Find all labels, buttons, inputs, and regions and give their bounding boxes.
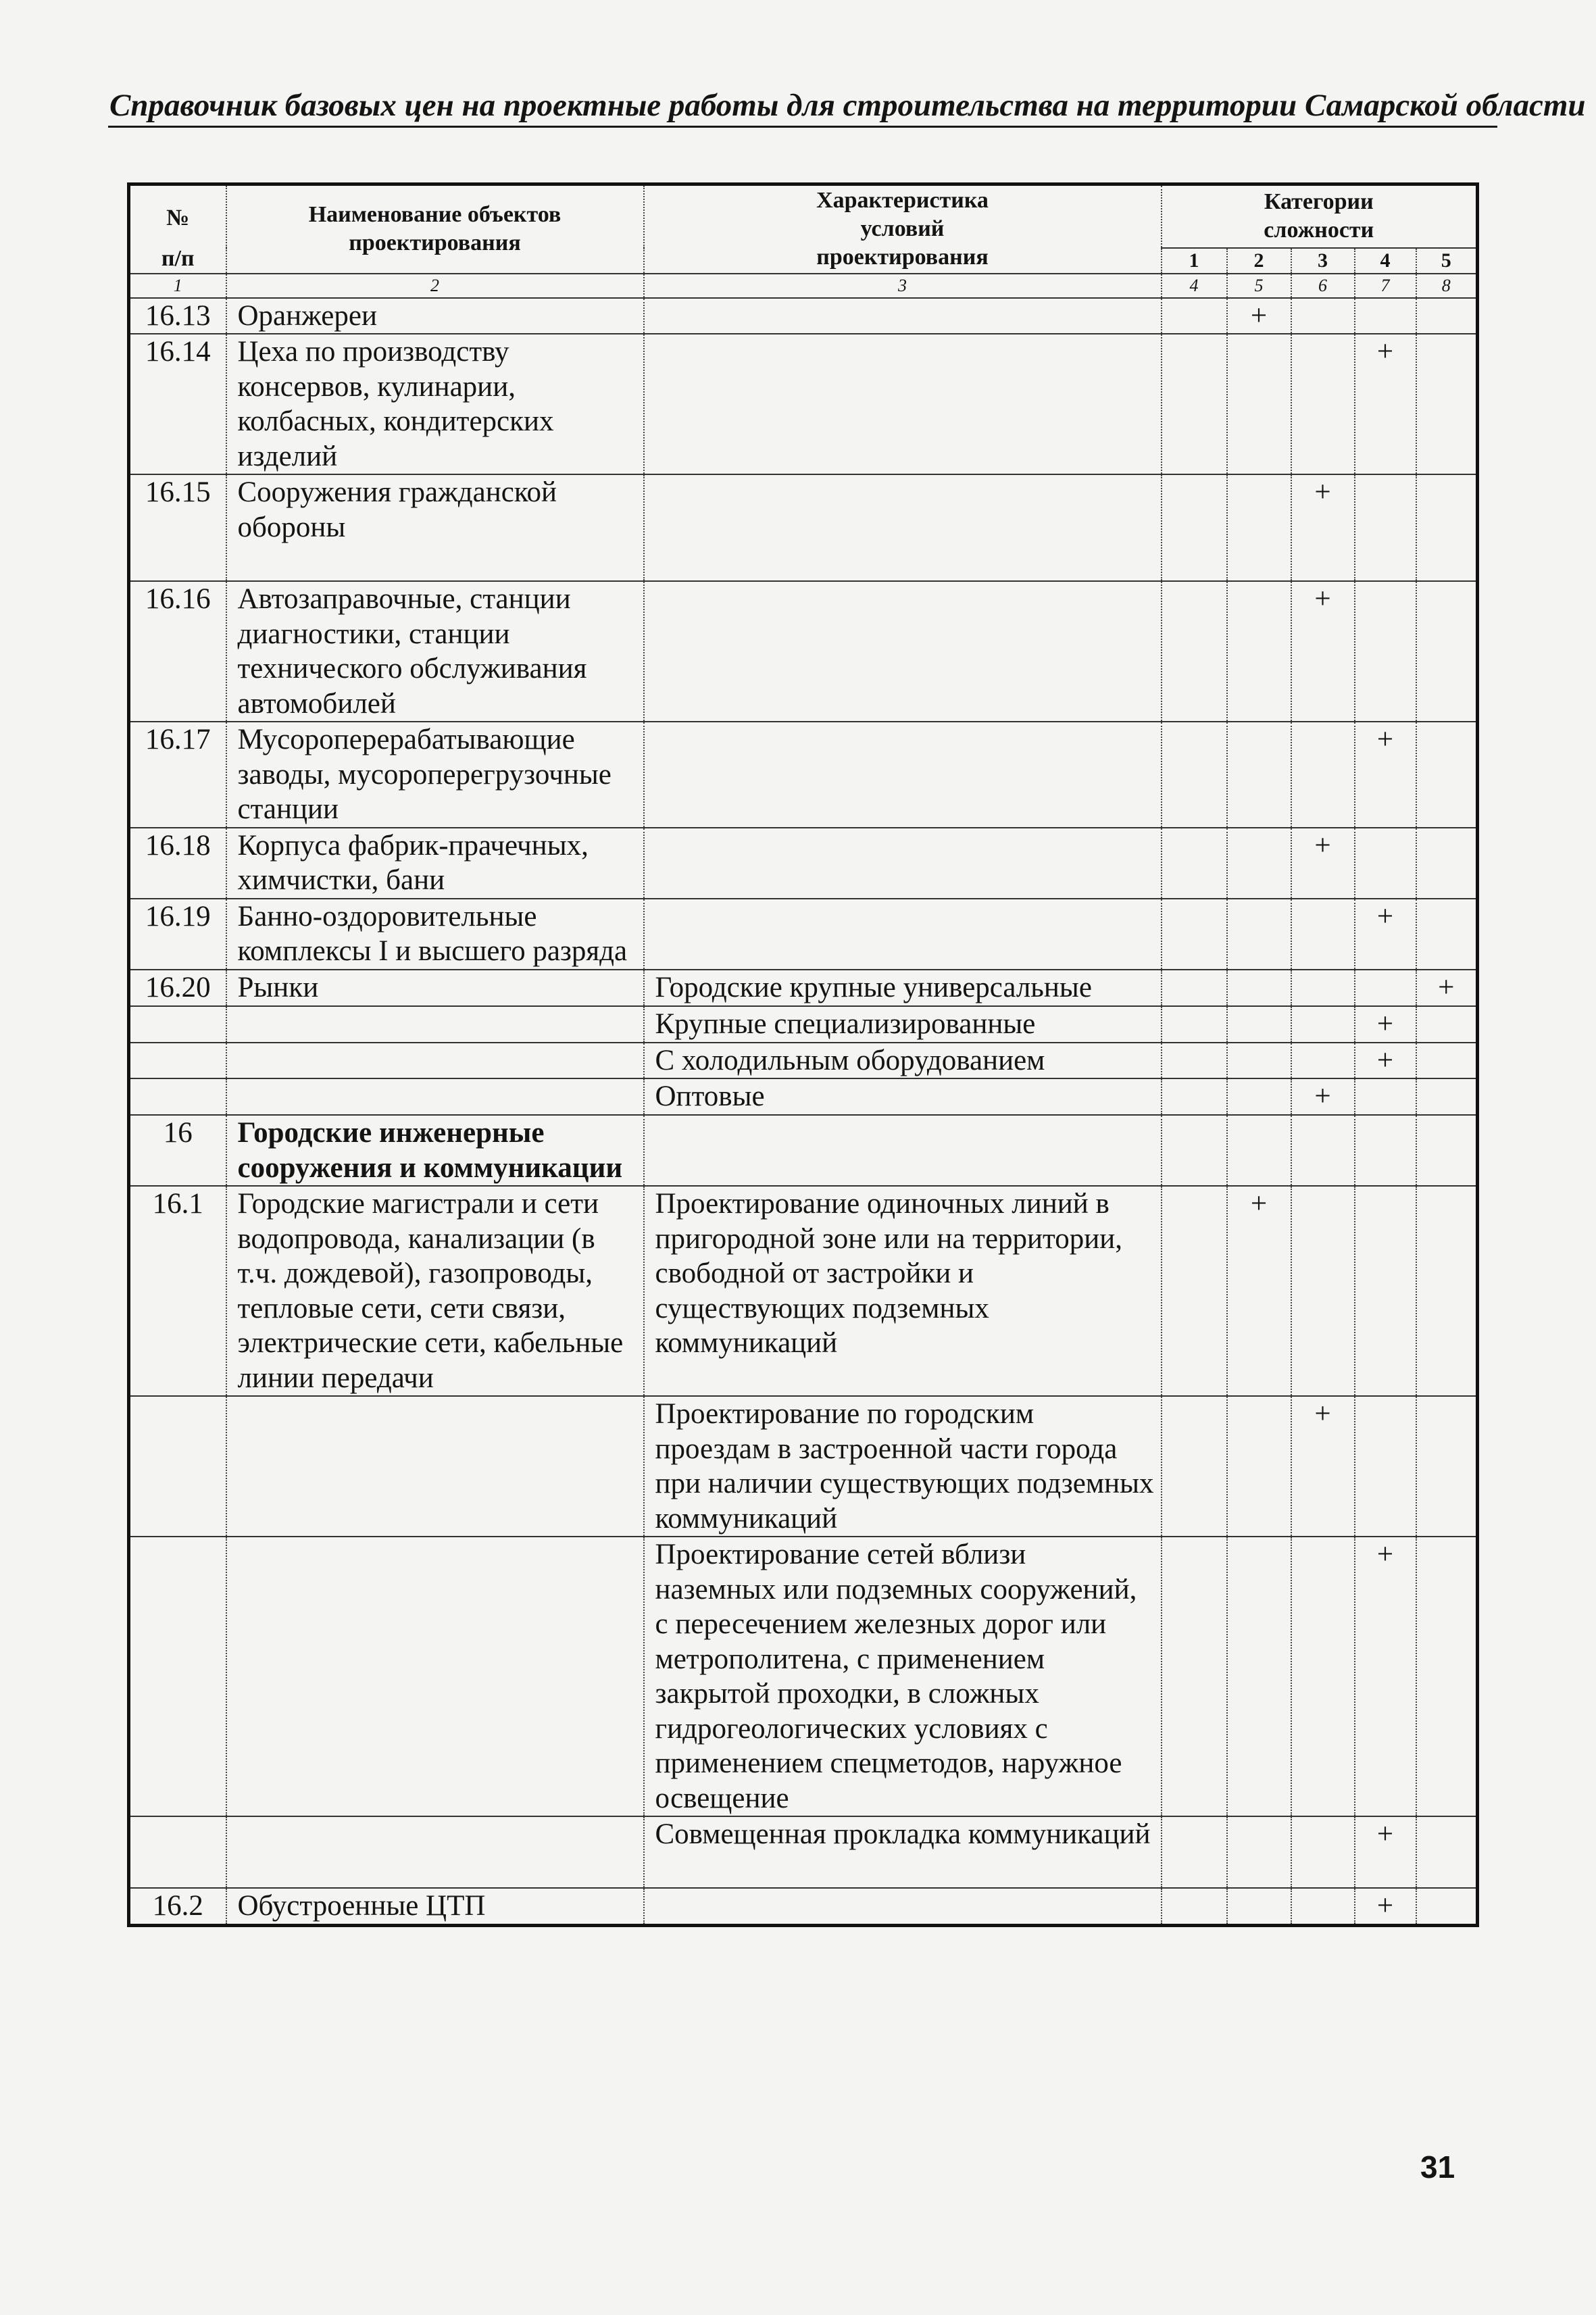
category-mark [1162,1537,1227,1816]
category-mark: + [1291,1078,1355,1115]
table-row [129,298,1478,334]
header-cell-categories: Категории сложности [1162,184,1478,248]
row-number [129,1006,226,1043]
category-mark [1227,1816,1291,1888]
object-name: Рынки [226,970,644,1006]
table-row [129,334,1478,474]
object-name: Банно-оздоровительные комплексы I и высшего разряда [226,899,644,970]
table-row [129,722,1478,828]
category-mark [1227,1078,1291,1115]
row-number: 16.18 [129,828,226,899]
row-number [129,1537,226,1816]
category-mark: + [1291,1396,1355,1537]
category-number: 2 [1227,248,1291,274]
price-table [127,182,1479,1927]
category-mark [1227,1006,1291,1043]
table-row [129,970,1478,1006]
design-conditions: Оптовые [644,1078,1162,1115]
design-conditions [644,474,1162,581]
category-mark [1162,334,1227,474]
category-mark [1416,298,1478,334]
category-mark [1416,474,1478,581]
category-mark [1355,474,1416,581]
category-mark [1291,1816,1355,1888]
category-mark [1416,1078,1478,1115]
category-mark [1227,474,1291,581]
row-number: 16 [129,1115,226,1186]
table-row [129,1816,1478,1888]
category-mark [1291,298,1355,334]
design-conditions: Проектирование одиночных линий в пригородной зоне или на территории, свободной от застройки и существующих подземных коммуникаций [644,1186,1162,1396]
object-name [226,1043,644,1079]
category-mark [1227,1537,1291,1816]
design-conditions [644,298,1162,334]
category-mark [1227,581,1291,722]
category-mark [1162,1006,1227,1043]
design-conditions [644,722,1162,828]
category-mark: + [1227,298,1291,334]
object-name: Цеха по производству консервов, кулинарии, колбасных, кондитерских изделий [226,334,644,474]
design-conditions: Крупные специализированные [644,1006,1162,1043]
column-index: 6 [1291,274,1355,298]
category-mark: + [1291,581,1355,722]
category-mark: + [1355,1006,1416,1043]
row-number [129,1043,226,1079]
category-mark [1162,1078,1227,1115]
category-mark [1416,1006,1478,1043]
column-index-row [129,274,1478,298]
design-conditions [644,581,1162,722]
table-row [129,1043,1478,1079]
row-number: 16.15 [129,474,226,581]
table-row [129,474,1478,581]
category-mark: + [1355,1043,1416,1079]
category-mark [1416,1396,1478,1537]
header-cell-conditions: Характеристика условий проектирования [644,184,1162,274]
category-mark [1416,1816,1478,1888]
header-rule [108,126,1497,128]
category-mark [1291,1888,1355,1925]
category-mark [1416,1888,1478,1925]
row-number: 16.20 [129,970,226,1006]
design-conditions: Городские крупные универсальные [644,970,1162,1006]
row-number [129,1396,226,1537]
category-mark [1227,1115,1291,1186]
category-mark [1291,1537,1355,1816]
category-mark [1162,1043,1227,1079]
category-number: 3 [1291,248,1355,274]
category-mark [1416,334,1478,474]
category-mark [1291,1006,1355,1043]
category-mark [1291,970,1355,1006]
column-index: 1 [129,274,226,298]
column-index: 4 [1162,274,1227,298]
header-cell-num [129,184,226,274]
category-mark [1355,1115,1416,1186]
category-mark [1355,1396,1416,1537]
category-number: 5 [1416,248,1478,274]
row-number [129,1816,226,1888]
category-mark [1291,1043,1355,1079]
object-name [226,1078,644,1115]
design-conditions: Совмещенная прокладка коммуникаций [644,1816,1162,1888]
table-row [129,1078,1478,1115]
header-cell-name: Наименование объектов проектирования [226,184,644,274]
object-name: Обустроенные ЦТП [226,1888,644,1925]
category-mark [1416,581,1478,722]
column-index: 7 [1355,274,1416,298]
category-mark: + [1416,970,1478,1006]
row-number: 16.17 [129,722,226,828]
category-mark: + [1355,722,1416,828]
row-number: 16.14 [129,334,226,474]
column-index: 8 [1416,274,1478,298]
category-mark [1227,1888,1291,1925]
table-row [129,899,1478,970]
category-mark: + [1355,334,1416,474]
category-mark [1355,970,1416,1006]
category-mark: + [1355,1537,1416,1816]
category-mark [1291,1115,1355,1186]
row-number: 16.1 [129,1186,226,1396]
category-mark [1355,298,1416,334]
object-name: Городские инженерные сооружения и коммуникации [226,1115,644,1186]
design-conditions: Проектирование сетей вблизи наземных или подземных сооружений, с пересечением железных дорог или метрополитена, с применением закрытой проходки, в сложных гидрогеологических условиях с применением спецметодов, наружное освещение [644,1537,1162,1816]
category-mark [1227,1396,1291,1537]
design-conditions [644,1888,1162,1925]
category-mark: + [1291,828,1355,899]
object-name [226,1816,644,1888]
design-conditions [644,828,1162,899]
category-mark [1227,334,1291,474]
object-name: Сооружения гражданской обороны [226,474,644,581]
category-mark [1355,581,1416,722]
category-mark [1416,1186,1478,1396]
design-conditions [644,1115,1162,1186]
category-mark: + [1355,1888,1416,1925]
category-mark [1162,722,1227,828]
row-number: 16.2 [129,1888,226,1925]
row-number: 16.16 [129,581,226,722]
category-mark [1355,828,1416,899]
category-mark [1162,474,1227,581]
category-mark [1291,899,1355,970]
category-mark: + [1227,1186,1291,1396]
category-mark [1355,1186,1416,1396]
category-mark [1227,828,1291,899]
category-mark [1291,334,1355,474]
header-num-bottom: п/п [161,245,195,271]
object-name: Корпуса фабрик-прачечных, химчистки, бани [226,828,644,899]
category-number: 4 [1355,248,1416,274]
table-row [129,1396,1478,1537]
category-mark [1416,1537,1478,1816]
column-index: 5 [1227,274,1291,298]
category-mark [1162,970,1227,1006]
category-mark: + [1355,899,1416,970]
column-index: 2 [226,274,644,298]
table-row [129,828,1478,899]
category-mark [1355,1078,1416,1115]
category-mark [1227,1043,1291,1079]
page-number: 31 [1420,2149,1455,2185]
category-mark [1416,722,1478,828]
object-name: Мусороперерабатывающие заводы, мусороперегрузочные станции [226,722,644,828]
category-mark [1162,1115,1227,1186]
table-body [129,274,1478,1926]
category-mark [1162,581,1227,722]
category-number: 1 [1162,248,1227,274]
table-row [129,581,1478,722]
running-header: Справочник базовых цен на проектные работы для строительства на территории Самарской области [109,88,1586,123]
row-number: 16.13 [129,298,226,334]
category-mark [1416,899,1478,970]
category-mark [1162,828,1227,899]
table-row [129,1115,1478,1186]
category-mark [1416,1115,1478,1186]
row-number [129,1078,226,1115]
table-row [129,1186,1478,1396]
object-name: Оранжереи [226,298,644,334]
row-number: 16.19 [129,899,226,970]
object-name [226,1396,644,1537]
header-num-top: № [166,205,190,230]
category-mark [1162,899,1227,970]
object-name [226,1537,644,1816]
category-mark [1162,1888,1227,1925]
category-mark [1162,1186,1227,1396]
category-mark [1162,298,1227,334]
object-name [226,1006,644,1043]
category-mark [1227,970,1291,1006]
design-conditions [644,334,1162,474]
category-mark [1291,1186,1355,1396]
object-name: Автозаправочные, станции диагностики, станции технического обслуживания автомобилей [226,581,644,722]
category-mark [1162,1396,1227,1537]
design-conditions: С холодильным оборудованием [644,1043,1162,1079]
design-conditions: Проектирование по городским проездам в застроенной части города при наличии существующих подземных коммуникаций [644,1396,1162,1537]
table-row [129,1888,1478,1925]
category-mark: + [1291,474,1355,581]
category-mark [1227,899,1291,970]
category-mark [1291,722,1355,828]
category-mark [1227,722,1291,828]
table-row [129,1006,1478,1043]
column-index: 3 [644,274,1162,298]
table-row [129,1537,1478,1816]
object-name: Городские магистрали и сети водопровода, канализации (в т.ч. дождевой), газопроводы, тепловые сети, сети связи, электрические сети, кабельные линии передачи [226,1186,644,1396]
category-mark: + [1355,1816,1416,1888]
category-mark [1416,1043,1478,1079]
category-mark [1416,828,1478,899]
design-conditions [644,899,1162,970]
category-mark [1162,1816,1227,1888]
